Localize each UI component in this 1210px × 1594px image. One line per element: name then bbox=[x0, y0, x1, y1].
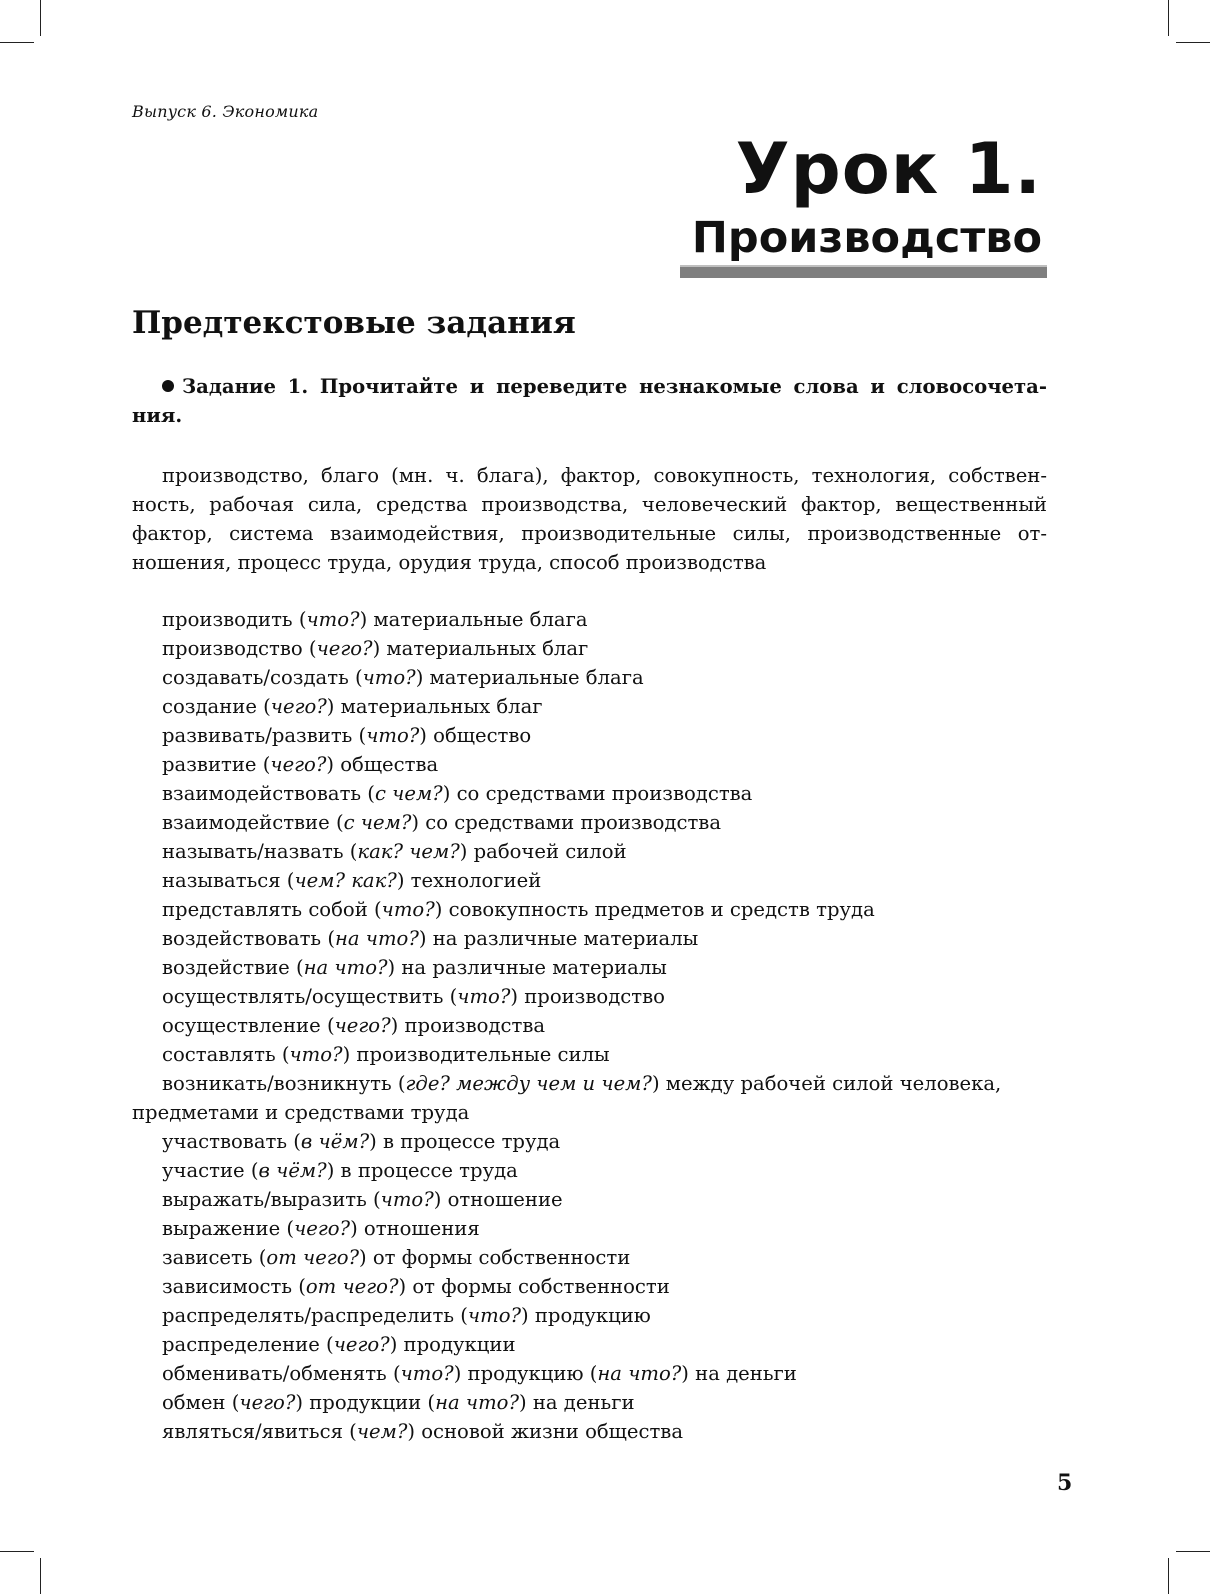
phrase-text: производство ( bbox=[162, 637, 317, 660]
phrase-text: ) продукции bbox=[389, 1333, 516, 1356]
phrase-text: воздействие ( bbox=[162, 956, 304, 979]
phrase-text: ) продукцию bbox=[521, 1304, 651, 1327]
phrase-text: ) совокупность предметов и средств труда bbox=[434, 898, 875, 921]
question-word: что? bbox=[306, 608, 360, 631]
phrase-item bbox=[132, 779, 1052, 808]
question-word: в чём? bbox=[300, 1130, 370, 1153]
phrase-item bbox=[132, 1272, 1052, 1301]
vocabulary-paragraph: производство, благо (мн. ч. блага), фактор, совокупность, технология, собственность, рабочая сила, средства производства, человеческий фактор, вещественный фактор, система взаимодействия, производительные силы, производственные отношения, процесс труда, орудия труда, способ производства bbox=[132, 464, 1047, 574]
phrase-text: ) материальные блага bbox=[415, 666, 644, 689]
phrase-item bbox=[132, 1011, 1052, 1040]
phrase-text: распределять/распределить ( bbox=[162, 1304, 468, 1327]
phrase-text: являться/явиться ( bbox=[162, 1420, 357, 1443]
question-word: чего? bbox=[294, 1217, 351, 1240]
phrase-text: осуществление ( bbox=[162, 1014, 335, 1037]
question-word: чего? bbox=[239, 1391, 296, 1414]
phrase-item bbox=[132, 866, 1052, 895]
question-word: с чем? bbox=[374, 782, 443, 805]
question-word: чего? bbox=[270, 753, 327, 776]
question-word: что? bbox=[289, 1043, 343, 1066]
question-word: чем? как? bbox=[294, 869, 397, 892]
phrase-text: участие ( bbox=[162, 1159, 259, 1182]
phrase-text: выражение ( bbox=[162, 1217, 295, 1240]
question-word: чем? bbox=[356, 1420, 408, 1443]
page-number: 5 bbox=[1057, 1470, 1073, 1496]
phrase-item bbox=[132, 837, 1052, 866]
lesson-title bbox=[692, 128, 1042, 264]
crop-mark bbox=[1176, 42, 1210, 43]
crop-mark bbox=[40, 1558, 41, 1594]
phrase-text: распределение ( bbox=[162, 1333, 334, 1356]
question-word: чего? bbox=[316, 637, 373, 660]
phrase-text: обменивать/обменять ( bbox=[162, 1362, 401, 1385]
phrase-item bbox=[132, 953, 1052, 982]
question-word: от чего? bbox=[305, 1275, 399, 1298]
phrase-text: ) со средствами производства bbox=[442, 782, 753, 805]
phrase-item bbox=[132, 1040, 1052, 1069]
question-word: что? bbox=[400, 1362, 454, 1385]
question-word: что? bbox=[362, 666, 416, 689]
running-head: Выпуск 6. Экономика bbox=[132, 102, 319, 121]
question-word: на что? bbox=[303, 956, 388, 979]
crop-mark bbox=[1168, 0, 1169, 36]
phrase-text: осуществлять/осуществить ( bbox=[162, 985, 458, 1008]
question-word: чего? bbox=[333, 1333, 390, 1356]
phrase-text: ) от формы собственности bbox=[398, 1275, 670, 1298]
lesson-name: Производство bbox=[691, 213, 1042, 263]
question-word: чего? bbox=[270, 695, 327, 718]
question-word: как? чем? bbox=[357, 840, 460, 863]
question-word: что? bbox=[380, 1188, 434, 1211]
phrase-text: ) отношение bbox=[433, 1188, 563, 1211]
phrase-text: воздействовать ( bbox=[162, 927, 335, 950]
phrase-item bbox=[132, 895, 1052, 924]
phrase-item bbox=[132, 1185, 1052, 1214]
crop-mark bbox=[0, 1551, 34, 1552]
crop-mark bbox=[1176, 1551, 1210, 1552]
phrase-text: ) общества bbox=[326, 753, 439, 776]
phrase-text: развитие ( bbox=[162, 753, 271, 776]
phrase-text: ) материальных благ bbox=[326, 695, 543, 718]
phrase-text: ) производства bbox=[390, 1014, 546, 1037]
phrase-item bbox=[132, 1127, 1052, 1156]
phrase-text: ) на деньги bbox=[681, 1362, 797, 1385]
phrase-text: ) материальных благ bbox=[372, 637, 589, 660]
question-word: от чего? bbox=[266, 1246, 360, 1269]
phrase-text: возникать/возникнуть ( bbox=[162, 1072, 406, 1095]
phrase-text: создавать/создать ( bbox=[162, 666, 363, 689]
phrase-text: ) на различные материалы bbox=[418, 927, 699, 950]
question-word: на что? bbox=[334, 927, 419, 950]
phrase-item bbox=[132, 692, 1052, 721]
phrase-item bbox=[132, 1388, 1052, 1417]
crop-mark bbox=[40, 0, 41, 36]
phrase-text: ) производительные силы bbox=[342, 1043, 610, 1066]
task-label: Задание 1. bbox=[182, 375, 309, 398]
phrase-item bbox=[132, 605, 1052, 634]
question-word: с чем? bbox=[343, 811, 412, 834]
phrase-text: ) в процессе труда bbox=[326, 1159, 518, 1182]
phrase-text: взаимодействие ( bbox=[162, 811, 344, 834]
task-instruction bbox=[132, 372, 1047, 430]
phrase-text: участвовать ( bbox=[162, 1130, 301, 1153]
phrase-text: составлять ( bbox=[162, 1043, 290, 1066]
phrase-text: ) на различные материалы bbox=[387, 956, 667, 979]
question-word: что? bbox=[381, 898, 435, 921]
question-word: где? между чем и чем? bbox=[405, 1072, 652, 1095]
phrase-list bbox=[132, 605, 1052, 1446]
phrase-text: ) общество bbox=[419, 724, 532, 747]
phrase-text: ) со средствами производства bbox=[411, 811, 722, 834]
phrase-item bbox=[132, 750, 1052, 779]
phrase-item bbox=[132, 924, 1052, 953]
question-word: чего? bbox=[334, 1014, 391, 1037]
question-word: на что? bbox=[597, 1362, 682, 1385]
phrase-item bbox=[132, 1156, 1052, 1185]
lesson-number: Урок 1. bbox=[735, 128, 1042, 210]
phrase-text: ) основой жизни общества bbox=[407, 1420, 684, 1443]
phrase-text: ) производство bbox=[510, 985, 665, 1008]
phrase-item bbox=[132, 808, 1052, 837]
phrase-item bbox=[132, 663, 1052, 692]
phrase-text: обмен ( bbox=[162, 1391, 240, 1414]
phrase-item bbox=[132, 1301, 1052, 1330]
phrase-text: зависеть ( bbox=[162, 1246, 267, 1269]
phrase-text: ) продукцию ( bbox=[453, 1362, 598, 1385]
question-word: в чём? bbox=[258, 1159, 327, 1182]
phrase-text: ) от формы собственности bbox=[359, 1246, 631, 1269]
phrase-text: ) технологией bbox=[396, 869, 542, 892]
phrase-item bbox=[132, 721, 1052, 750]
phrase-text: создание ( bbox=[162, 695, 271, 718]
phrase-item bbox=[132, 1243, 1052, 1272]
phrase-text: зависимость ( bbox=[162, 1275, 306, 1298]
phrase-item bbox=[132, 1330, 1052, 1359]
phrase-item bbox=[132, 1359, 1052, 1388]
phrase-text: развивать/развить ( bbox=[162, 724, 367, 747]
phrase-item bbox=[132, 1214, 1052, 1243]
task-text: Прочитайте и переведите незнакомые слова и словосочетания. bbox=[132, 375, 1047, 427]
question-word: что? bbox=[366, 724, 420, 747]
question-word: на что? bbox=[435, 1391, 519, 1414]
phrase-text: выражать/выразить ( bbox=[162, 1188, 381, 1211]
phrase-text: представлять собой ( bbox=[162, 898, 382, 921]
phrase-item bbox=[132, 1069, 1052, 1127]
question-word: что? bbox=[467, 1304, 521, 1327]
phrase-text: ) материальные блага bbox=[359, 608, 588, 631]
section-heading: Предтекстовые задания bbox=[132, 305, 576, 341]
phrase-text: называть/назвать ( bbox=[162, 840, 358, 863]
question-word: что? bbox=[457, 985, 511, 1008]
bullet-icon bbox=[162, 380, 174, 392]
phrase-text: взаимодействовать ( bbox=[162, 782, 375, 805]
phrase-text: ) на деньги bbox=[518, 1391, 635, 1414]
phrase-item bbox=[132, 982, 1052, 1011]
phrase-text: ) рабочей силой bbox=[459, 840, 627, 863]
phrase-text: ) между рабочей силой человека, предметами и средствами труда bbox=[132, 1072, 1002, 1124]
crop-mark bbox=[0, 42, 34, 43]
phrase-text: называться ( bbox=[162, 869, 295, 892]
phrase-item bbox=[132, 1417, 1052, 1446]
crop-mark bbox=[1168, 1558, 1169, 1594]
phrase-item bbox=[132, 634, 1052, 663]
phrase-text: производить ( bbox=[162, 608, 307, 631]
phrase-text: ) продукции ( bbox=[295, 1391, 436, 1414]
phrase-text: ) отношения bbox=[350, 1217, 480, 1240]
phrase-text: ) в процессе труда bbox=[369, 1130, 561, 1153]
title-rule bbox=[680, 265, 1047, 278]
